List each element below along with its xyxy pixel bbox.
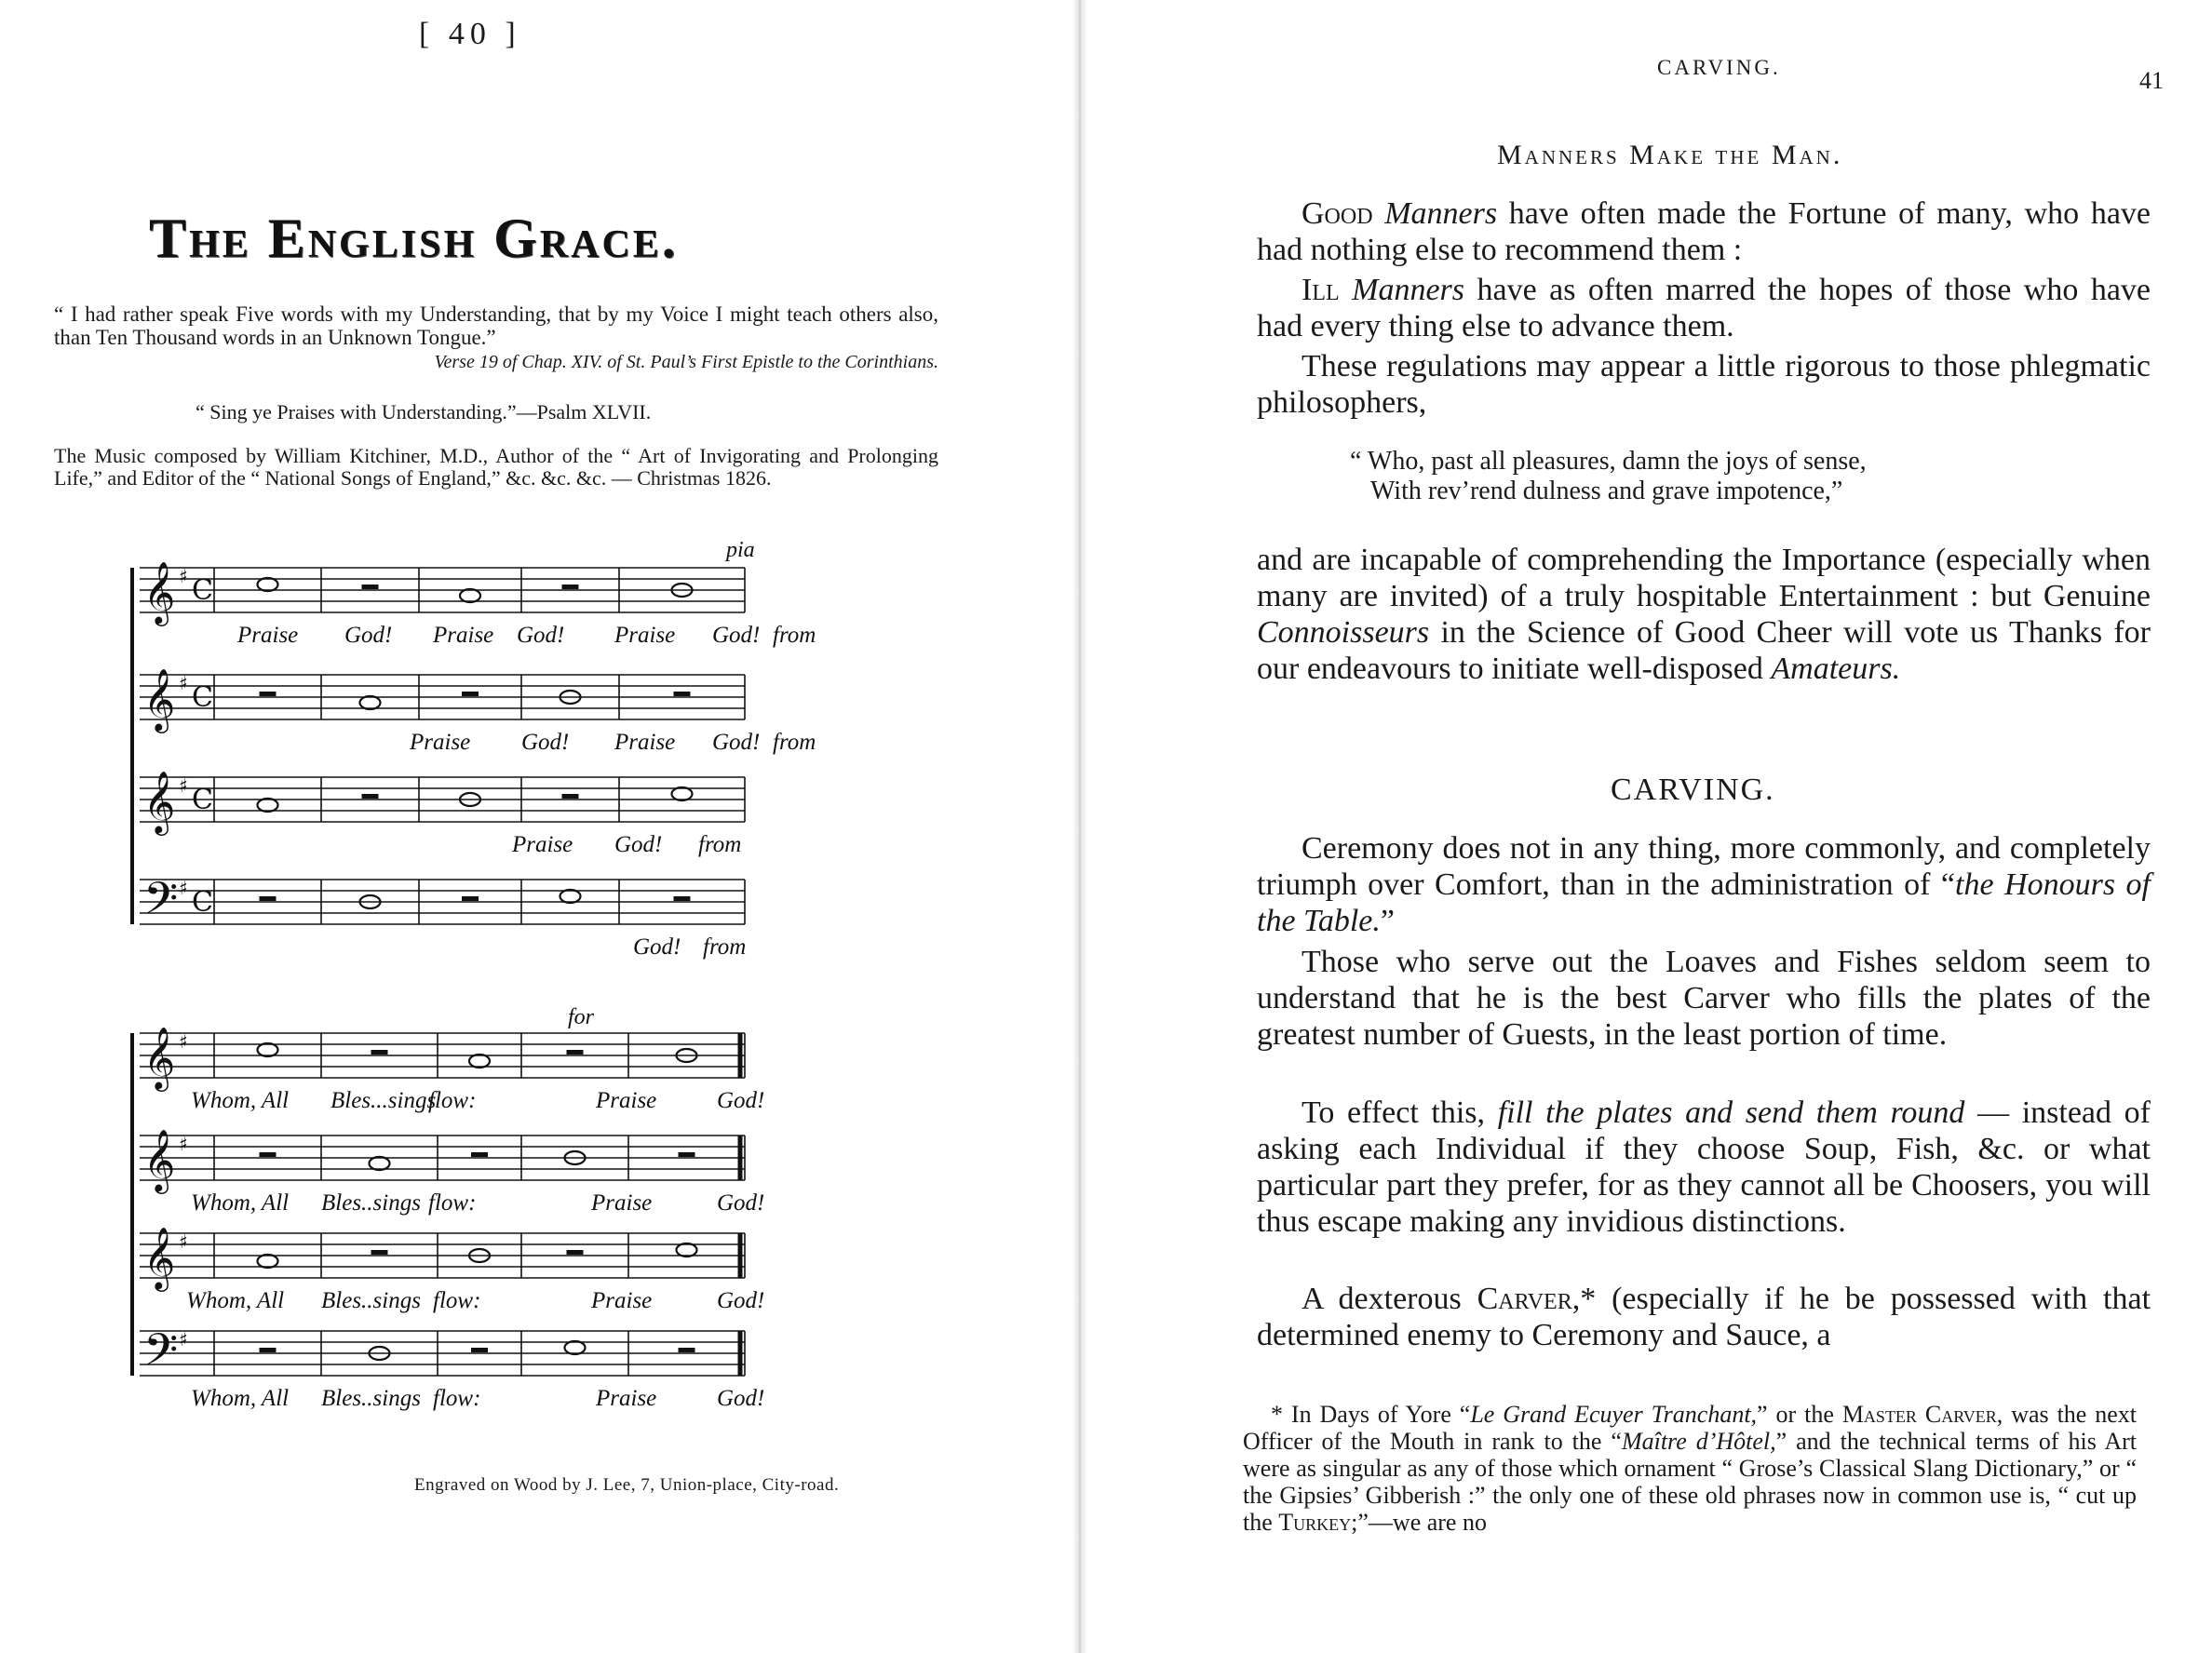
common-time-icon: C <box>192 886 213 919</box>
lyric-word: Praise <box>614 623 676 648</box>
whole-note <box>560 890 581 903</box>
lyric-word: Bles..sings <box>321 1386 421 1411</box>
right-page <box>1089 0 2212 1653</box>
rest <box>260 1152 276 1157</box>
left-page <box>0 0 1071 1653</box>
book-gutter <box>1072 0 1087 1653</box>
verse-line-1: “ Who, past all pleasures, damn the joys of sense, <box>1350 447 1867 476</box>
rest <box>674 692 691 696</box>
footnote: * In Days of Yore “Le Grand Ecuyer Tranchant,” or the Master Carver, was the next Officer of the Mouth in rank to the “Maître d’Hôtel,” and the technical terms of his Art were as singular as any of those which ornament “ Grose’s Classical Slang Dictionary,” or “ the Gipsies’ Gibberish :” the only one of these old phrases now in common use is, “ cut up the Turkey;”—we are no <box>1243 1401 2138 1536</box>
lyric-word: God! <box>521 730 570 755</box>
lyric-word: Whom, All <box>186 1288 285 1313</box>
lyric-word: from <box>773 623 816 648</box>
sharp-icon: ♯ <box>179 1230 188 1253</box>
lyric-word: from <box>703 934 747 960</box>
lyric-word: God! <box>717 1190 765 1216</box>
rest <box>260 692 276 696</box>
page-title: The English Grace. <box>149 208 679 269</box>
treble-clef-icon: 𝄞 <box>143 560 176 624</box>
paragraph-regulations: These regulations may appear a little rigorous to those phlegmatic philosophers, <box>1257 349 2151 420</box>
page-number-right: 41 <box>2139 67 2164 94</box>
paragraph-loaves: Those who serve out the Loaves and Fishes seldom seem to understand that he is the best Carver who fills the plates of the greatest number of Guests, in the least portion of time. <box>1257 945 2151 1052</box>
lyric-word: God! <box>633 934 681 960</box>
lyric-word: Bles...sings <box>330 1088 437 1113</box>
lyric-word: Praise <box>591 1190 653 1216</box>
whole-note <box>360 696 381 709</box>
sharp-icon: ♯ <box>179 672 188 694</box>
whole-note <box>672 787 693 800</box>
lyric-word: Praise <box>614 730 676 755</box>
rest <box>260 1348 276 1352</box>
lyric-word: Praise <box>433 623 494 648</box>
staff <box>140 1233 745 1278</box>
sharp-icon: ♯ <box>179 1030 188 1053</box>
rest <box>462 692 479 696</box>
lyric-word: Praise <box>237 623 299 648</box>
common-time-icon: C <box>192 574 213 607</box>
sharp-icon: ♯ <box>179 774 188 797</box>
rest <box>562 794 579 799</box>
paragraph-ill-manners: Ill Manners have as often marred the hopes of those who have had every thing else to advance them. <box>1257 273 2151 343</box>
whole-note <box>258 1043 278 1056</box>
treble-clef-icon: 𝄞 <box>143 770 176 833</box>
treble-clef-icon: 𝄞 <box>143 667 176 731</box>
rest <box>562 585 579 589</box>
whole-note <box>258 578 278 591</box>
rest <box>260 896 276 901</box>
whole-note <box>677 1243 697 1257</box>
common-time-icon: C <box>192 681 213 714</box>
lyric-word: God! <box>517 623 565 648</box>
bass-clef-icon: 𝄢 <box>143 872 179 935</box>
lyric-word: Whom, All <box>191 1088 290 1113</box>
lyric-word: flow: <box>433 1288 481 1313</box>
treble-clef-icon: 𝄞 <box>143 1226 176 1289</box>
running-head: CARVING. <box>1657 56 1781 79</box>
lyric-word: from <box>698 832 742 857</box>
lyric-word: Whom, All <box>191 1386 290 1411</box>
music-score <box>130 540 894 1461</box>
section-heading-carving: CARVING. <box>1611 773 1775 807</box>
lyric-word: flow: <box>433 1386 481 1411</box>
verse-quote <box>1350 447 2002 506</box>
epigraph-citation: Verse 19 of Chap. XIV. of St. Paul’s First Epistle to the Corinthians. <box>434 352 938 372</box>
staff <box>140 777 745 822</box>
whole-note <box>460 589 480 602</box>
whole-note <box>258 1255 278 1268</box>
lyric-word: Praise <box>591 1288 653 1313</box>
composer-note: The Music composed by William Kitchiner, M.D., Author of the “ Art of Invigorating and Prolonging Life,” and Editor of the “ National Songs of England,” &c. &c. &c. — Christmas 1826. <box>54 444 938 490</box>
epigraph-quote: “ I had rather speak Five words with my Understanding, that by my Voice I might teach others also, than Ten Thousand words in an Unknown Tongue.” <box>54 302 938 349</box>
paragraph-importance: and are incapable of comprehending the Importance (especially when many are invited) of a truly hospitable Entertainment : but Genuine Connoisseurs in the Science of Good Cheer will vote us Thanks for our endeavours to initiate well-disposed Amateurs. <box>1257 543 2151 686</box>
lyric-word: Bles..sings <box>321 1288 421 1313</box>
rest <box>362 585 379 589</box>
whole-note <box>469 1055 490 1068</box>
common-time-icon: C <box>192 784 213 816</box>
page-number-left: [ 40 ] <box>419 17 521 51</box>
dynamic-for: for <box>568 1005 595 1029</box>
paragraph-dexterous-carver: A dexterous Carver,* (especially if he be possessed with that determined enemy to Ceremony and Sauce, a <box>1257 1282 2151 1352</box>
lyric-word: God! <box>717 1088 765 1113</box>
dynamic-pia: pia <box>726 540 755 562</box>
whole-note <box>370 1157 390 1170</box>
rest <box>462 896 479 901</box>
sharp-icon: ♯ <box>179 1328 188 1351</box>
rest <box>679 1152 695 1157</box>
section-heading-manners: Manners Make the Man. <box>1497 140 1843 170</box>
lyric-word: from <box>773 730 816 755</box>
paragraph-good-manners: Good Manners have often made the Fortune of many, who have had nothing else to recommend them : <box>1257 196 2151 267</box>
lyric-word: God! <box>712 730 761 755</box>
staff <box>140 1136 745 1180</box>
staff <box>140 1033 745 1078</box>
lyric-word: Praise <box>512 832 573 857</box>
rest <box>471 1152 488 1157</box>
lyric-word: Praise <box>596 1088 657 1113</box>
paragraph-effect: To effect this, fill the plates and send them round — instead of asking each Individual if they choose Soup, Fish, &c. or what particular part they prefer, for as they cannot all be Choosers, you will thus escape making any invidious distinctions. <box>1257 1095 2151 1239</box>
whole-note <box>258 799 278 812</box>
staff <box>140 880 745 924</box>
lyric-word: God! <box>717 1288 765 1313</box>
lyric-word: God! <box>344 623 393 648</box>
rest <box>567 1250 584 1255</box>
treble-clef-icon: 𝄞 <box>143 1026 176 1089</box>
rest <box>371 1250 388 1255</box>
engraver-credit: Engraved on Wood by J. Lee, 7, Union-place, City-road. <box>414 1475 840 1495</box>
staff <box>140 568 745 612</box>
lyric-word: Whom, All <box>191 1190 290 1216</box>
lyric-word: God! <box>717 1386 765 1411</box>
staff <box>140 675 745 719</box>
treble-clef-icon: 𝄞 <box>143 1128 176 1191</box>
whole-note <box>565 1341 586 1354</box>
sharp-icon: ♯ <box>179 1133 188 1155</box>
lyric-word: flow: <box>428 1190 477 1216</box>
rest <box>471 1348 488 1352</box>
rest <box>567 1050 584 1055</box>
rest <box>679 1348 695 1352</box>
lyric-word: God! <box>614 832 663 857</box>
sharp-icon: ♯ <box>179 565 188 587</box>
lyric-word: Praise <box>410 730 471 755</box>
lyric-word: God! <box>712 623 761 648</box>
paragraph-ceremony: Ceremony does not in any thing, more commonly, and completely triumph over Comfort, than in the administration of “the Honours of the Table.” <box>1257 831 2151 938</box>
rest <box>674 896 691 901</box>
psalm-quote: “ Sing ye Praises with Understanding.”—Psalm XLVII. <box>196 400 652 423</box>
rest <box>362 794 379 799</box>
lyric-word: Bles..sings <box>321 1190 421 1216</box>
lyric-word: Praise <box>596 1386 657 1411</box>
bass-clef-icon: 𝄢 <box>143 1324 179 1387</box>
staff <box>140 1331 745 1376</box>
lyric-word: flow: <box>428 1088 477 1113</box>
sharp-icon: ♯ <box>179 877 188 899</box>
verse-line-2: With rev’rend dulness and grave impotence,” <box>1370 477 1843 505</box>
rest <box>371 1050 388 1055</box>
